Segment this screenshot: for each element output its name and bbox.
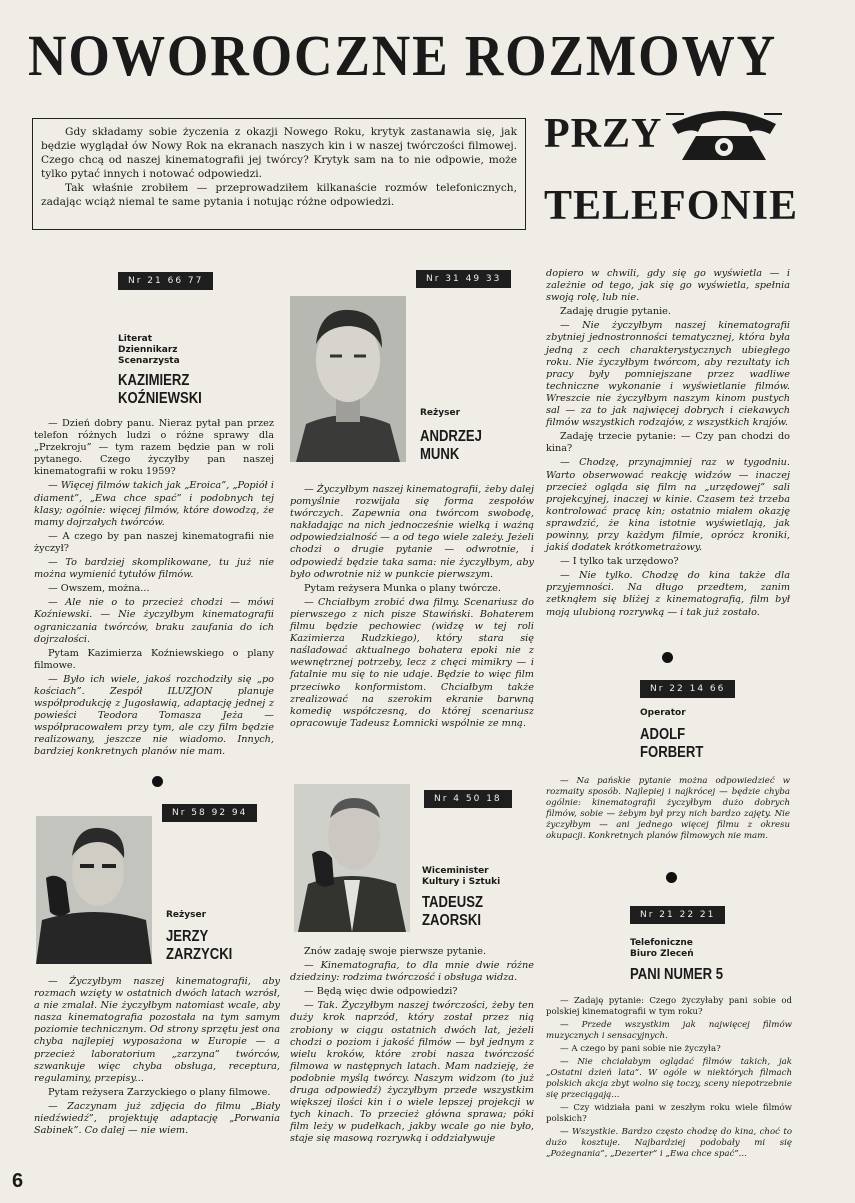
subtitle-przy: PRZY bbox=[544, 111, 663, 157]
interview-text: Znów zadaję swoje pierwsze pytanie. — Kinematografia, to dla mnie dwie różne dziedziny: rodzima twórczość i obsługa widza. — Będą więc dwie odpowiedzi? — Tak. Życzyłbym naszej twórczości, żeby ten duży krok naprzód, który został przez nią zrobiony w ciągu ostatnich dwóch lat, jeżeli chodzi o poziom i jakość filmów — był jednym z wielu kroków, które zrobi nasza twórczość filmowa w następnych latach. Mam nadzieję, że podobnie myślą twórcy. Naszym widzom (to już druga odpowiedź) życzyłbym przede wszystkim większej ilości kin i o wiele lepszej projekcji w tych kinach. To przecież główna sprawa; póki film leży w pudełkach, jakby wcale go nie było, staje się masową rozrywką i oddziaływuje bbox=[290, 946, 534, 1145]
interviewee-role: Telefoniczne Biuro Zleceń bbox=[630, 938, 694, 959]
interviewee-role: Literat Dziennikarz Scenarzysta bbox=[118, 334, 180, 366]
phone-number-badge: Nr 58 92 94 bbox=[162, 804, 257, 822]
telephone-icon bbox=[666, 102, 782, 166]
interviewee-name: ADOLF FORBERT bbox=[640, 726, 704, 761]
interview-text-continuation: dopiero w chwili, gdy się go wyświetla — i zależnie od tego, jak się go wyświetla, spełnia swoją rolę, lub nie. Zadaję drugie pytanie. — Nie życzyłbym naszej kinematografii zbytniej jednostronności tematycznej, która była jedną z cech charakterystycznych ubiegłego roku. Nie życzyłbym twórcom, aby rezultaty ich pracy były pomniejszane przez wadliwe techniczne wykonanie i wyświetlanie filmów. Wreszcie nie życzyłbym naszym kinom pustych sal — za to jak najwięcej dobrych i ciekawych filmów wszystkich rodzajów, z wszystkich krajów. Zadaję trzecie pytanie: — Czy pan chodzi do kina? — Chodzę, przynajmniej raz w tygodniu. Warto obserwować reakcję widzów — inaczej przecież ogląda się film na „urzędowej” sali projekcyjnej, inaczej w kinie. Czasem też trzeba kontrolować pracę kin; ostatnio miałem okazję sprawdzić, że kina istotnie wyświetlają, jak powinny, przy każdym filmie, oprócz kroniki, jakiś dodatek krótkometrażowy. — I tylko tak urzędowo? — Nie tylko. Chodzę do kina także dla przyjemności. Na długo przedtem, zanim zetknąłem się bliżej z kinematografią, film był moją ulubioną rozrywką — i tak już zostało. bbox=[546, 268, 790, 618]
section-bullet bbox=[152, 776, 163, 787]
interviewee-role: Reżyser bbox=[166, 910, 207, 920]
phone-number-badge: Nr 21 66 77 bbox=[118, 272, 213, 290]
interviewee-name: JERZY ZARZYCKI bbox=[166, 928, 233, 963]
phone-number-badge: Nr 4 50 18 bbox=[424, 790, 512, 808]
section-bullet bbox=[662, 652, 673, 663]
interviewee-role: Wiceminister Kultury i Sztuki bbox=[422, 866, 501, 887]
interviewee-name: TADEUSZ ZAORSKI bbox=[422, 894, 483, 929]
interview-text: — Dzień dobry panu. Nieraz pytał pan przez telefon różnych ludzi o różne sprawy dla „Przekroju” — tym razem będzie pan w roli pytanego. Czego życzyłby pan naszej kinematografii w roku 1959? — Więcej filmów takich jak „Eroica”, „Popiół i diament”, „Ewa chce spać” i podobnych tej klasy; ogólnie: więcej filmów, które dowodzą, że mamy dojrzałych twórców. — A czego by pan naszej kinematografii nie życzył? — To bardziej skomplikowane, tu już nie można wymienić tytułów filmów. — Owszem, można... — Ale nie o to przecież chodzi — mówi Koźniewski. — Nie życzyłbym kinematografii ograniczania twórców, braku zaufania do ich dojrzałości. Pytam Kazimierza Koźniewskiego o plany filmowe. — Było ich wiele, jakoś rozchodziły się „po kościach”. Zespół ILUZJON planuje współprodukcję z Jugosławią, adaptację jednej z powieści Teodora Tomasza Jeża — współpracowałem przy tym, ale czy film będzie realizowany, jeszcze nie wiadomo. Innych, bardziej konkretnych planów nie mam. bbox=[34, 418, 274, 758]
portrait-photo bbox=[36, 816, 152, 964]
interviewee-role: Operator bbox=[640, 708, 686, 718]
interview-text: — Życzyłbym naszej kinematografii, żeby dalej pomyślnie rozwijała się forma zespołów twórczych. Zapewnia ona twórcom swobodę, nakładając na nich jednocześnie wielką i ważną odpowiedzialność — a od tego wiele zależy. Jeżeli chodzi o drugie pytanie — odwrotnie, i odpowiedź będzie taka sama: nie życzyłbym, aby było odwrotnie niż w punkcie pierwszym. Pytam reżysera Munka o plany twórcze. — Chciałbym zrobić dwa filmy. Scenariusz do pierwszego z nich pisze Stawiński. Bohaterem filmu będzie pechowiec (widzę w tej roli Kazimierza Rudzkiego), który stara się naśladować aktualnego bohatera epoki nie z wewnętrznej potrzeby, lecz z chęci mimikry — i fatalnie mu się to nie udaje. Będzie to więc film przeciwko konformistom. Chciałbym także zrealizować na szerokim ekranie barwną komedię współczesną, do której scenariusz opracowuje Tadeusz Łomnicki wspólnie ze mną. bbox=[290, 484, 534, 729]
interviewee-name: ANDRZEJ MUNK bbox=[420, 428, 482, 463]
interviewee-name: KAZIMIERZ KOŹNIEWSKI bbox=[118, 372, 202, 407]
portrait-photo bbox=[290, 296, 406, 462]
subtitle-telefonie: TELEFONIE bbox=[544, 183, 799, 229]
interviewee-name: PANI NUMER 5 bbox=[630, 966, 724, 983]
phone-number-badge: Nr 21 22 21 bbox=[630, 906, 725, 924]
interview-text: — Życzyłbym naszej kinematografii, aby rozmach wzięty w ostatnich dwóch latach wzrósł, a nie zmalał. Nie życzyłbym natomiast wcale, aby nasza kinematografia pozostała na tym samym poziomie technicznym. Od strony sprzętu jest ona chyba najlepiej wyposażona w Europie — a przecież laboratorium „zarzyna” twórców, szwankuje więc chyba obsługa, receptura, regulaminy, przepisy... Pytam reżysera Zarzyckiego o plany filmowe. — Zaczynam już zdjęcia do filmu „Biały niedźwiedź”, projektuję adaptację „Porwania Sabinek”. Co dalej — nie wiem. bbox=[34, 976, 280, 1137]
intro-box bbox=[32, 118, 526, 230]
section-bullet bbox=[666, 872, 677, 883]
portrait-photo bbox=[294, 784, 410, 932]
phone-number-badge: Nr 31 49 33 bbox=[416, 270, 511, 288]
phone-number-badge: Nr 22 14 66 bbox=[640, 680, 735, 698]
interviewee-role: Reżyser bbox=[420, 408, 461, 418]
interview-text: — Na pańskie pytanie można odpowiedzieć w rozmaity sposób. Najlepiej i najkrócej — będzie chyba ogólnie: kinematografii życzyłbym dużo dobrych filmów, sobie — żebym był przy nich bardzo zajęty. Nie życzyłbym — ani jednego więcej filmu z okresu okupacji. Konkretnych planów filmowych nie mam. bbox=[546, 776, 790, 841]
intro-paragraph: Gdy składamy sobie życzenia z okazji Nowego Roku, krytyk zastanawia się, jak będzie wyglądał ów Nowy Rok na ekranach naszych kin i w naszej twórczości filmowej. Czego chcą od naszej kinematografii jej twórcy? Krytyk sam na to nie odpowie, może tylko pytać innych i notować odpowiedzi. bbox=[41, 126, 517, 180]
page-title: NOWOROCZNE ROZMOWY bbox=[28, 23, 778, 88]
intro-paragraph: Tak właśnie zrobiłem — przeprowadziłem kilkanaście rozmów telefonicznych, zadając wciąż niemal te same pytania i notując różne odpowiedzi. bbox=[41, 182, 517, 208]
interview-text: — Zadaję pytanie: Czego życzyłaby pani sobie od polskiej kinematografii w tym roku? — Przede wszystkim jak najwięcej filmów muzycznych i sensacyjnych. — A czego by pani sobie nie życzyła? — Nie chciałabym oglądać filmów takich, jak „Ostatni dzień lata”. W ogóle w niektórych filmach polskich akcja zbyt wolno się toczy, sceny niepotrzebnie się przeciągają... — Czy widziała pani w zeszłym roku wiele filmów polskich? — Wszystkie. Bardzo często chodzę do kina, choć to dużo kosztuje. Najbardziej podobały mi się „Pożegnania”, „Dezerter” i „Ewa chce spać”... bbox=[546, 996, 792, 1159]
page-number: 6 bbox=[12, 1170, 24, 1192]
